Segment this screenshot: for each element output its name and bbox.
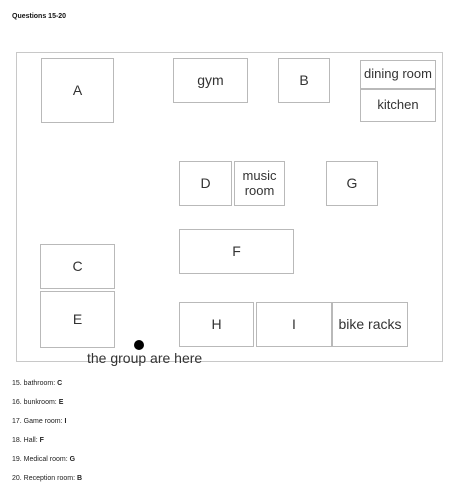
questions-heading: Questions 15-20 [12, 13, 67, 20]
answer-item: 15. bathroom: C [12, 380, 63, 387]
room-d: D [179, 161, 232, 206]
answer-item: 16. bunkroom: E [12, 399, 64, 406]
group-location-marker [134, 340, 144, 350]
room-gym: gym [173, 58, 248, 103]
group-location-label: the group are here [87, 350, 203, 366]
room-c: C [40, 244, 115, 289]
room-kitchen: kitchen [360, 89, 436, 122]
answer-item: 20. Reception room: B [12, 475, 83, 482]
room-f: F [179, 229, 294, 274]
answer-item: 17. Game room: I [12, 418, 67, 425]
answer-item: 18. Hall: F [12, 437, 44, 444]
room-b: B [278, 58, 330, 103]
room-music [234, 161, 285, 206]
music-line-1: music [242, 168, 277, 184]
room-h: H [179, 302, 254, 347]
room-g: G [326, 161, 378, 206]
answer-item: 19. Medical room: G [12, 456, 76, 463]
answer-list [12, 378, 82, 492]
room-dining: dining room [360, 60, 436, 89]
room-e: E [40, 291, 115, 348]
room-i: I [256, 302, 332, 347]
music-line-2: room [244, 182, 275, 198]
room-a: A [41, 58, 114, 123]
room-bike-racks: bike racks [332, 302, 408, 347]
